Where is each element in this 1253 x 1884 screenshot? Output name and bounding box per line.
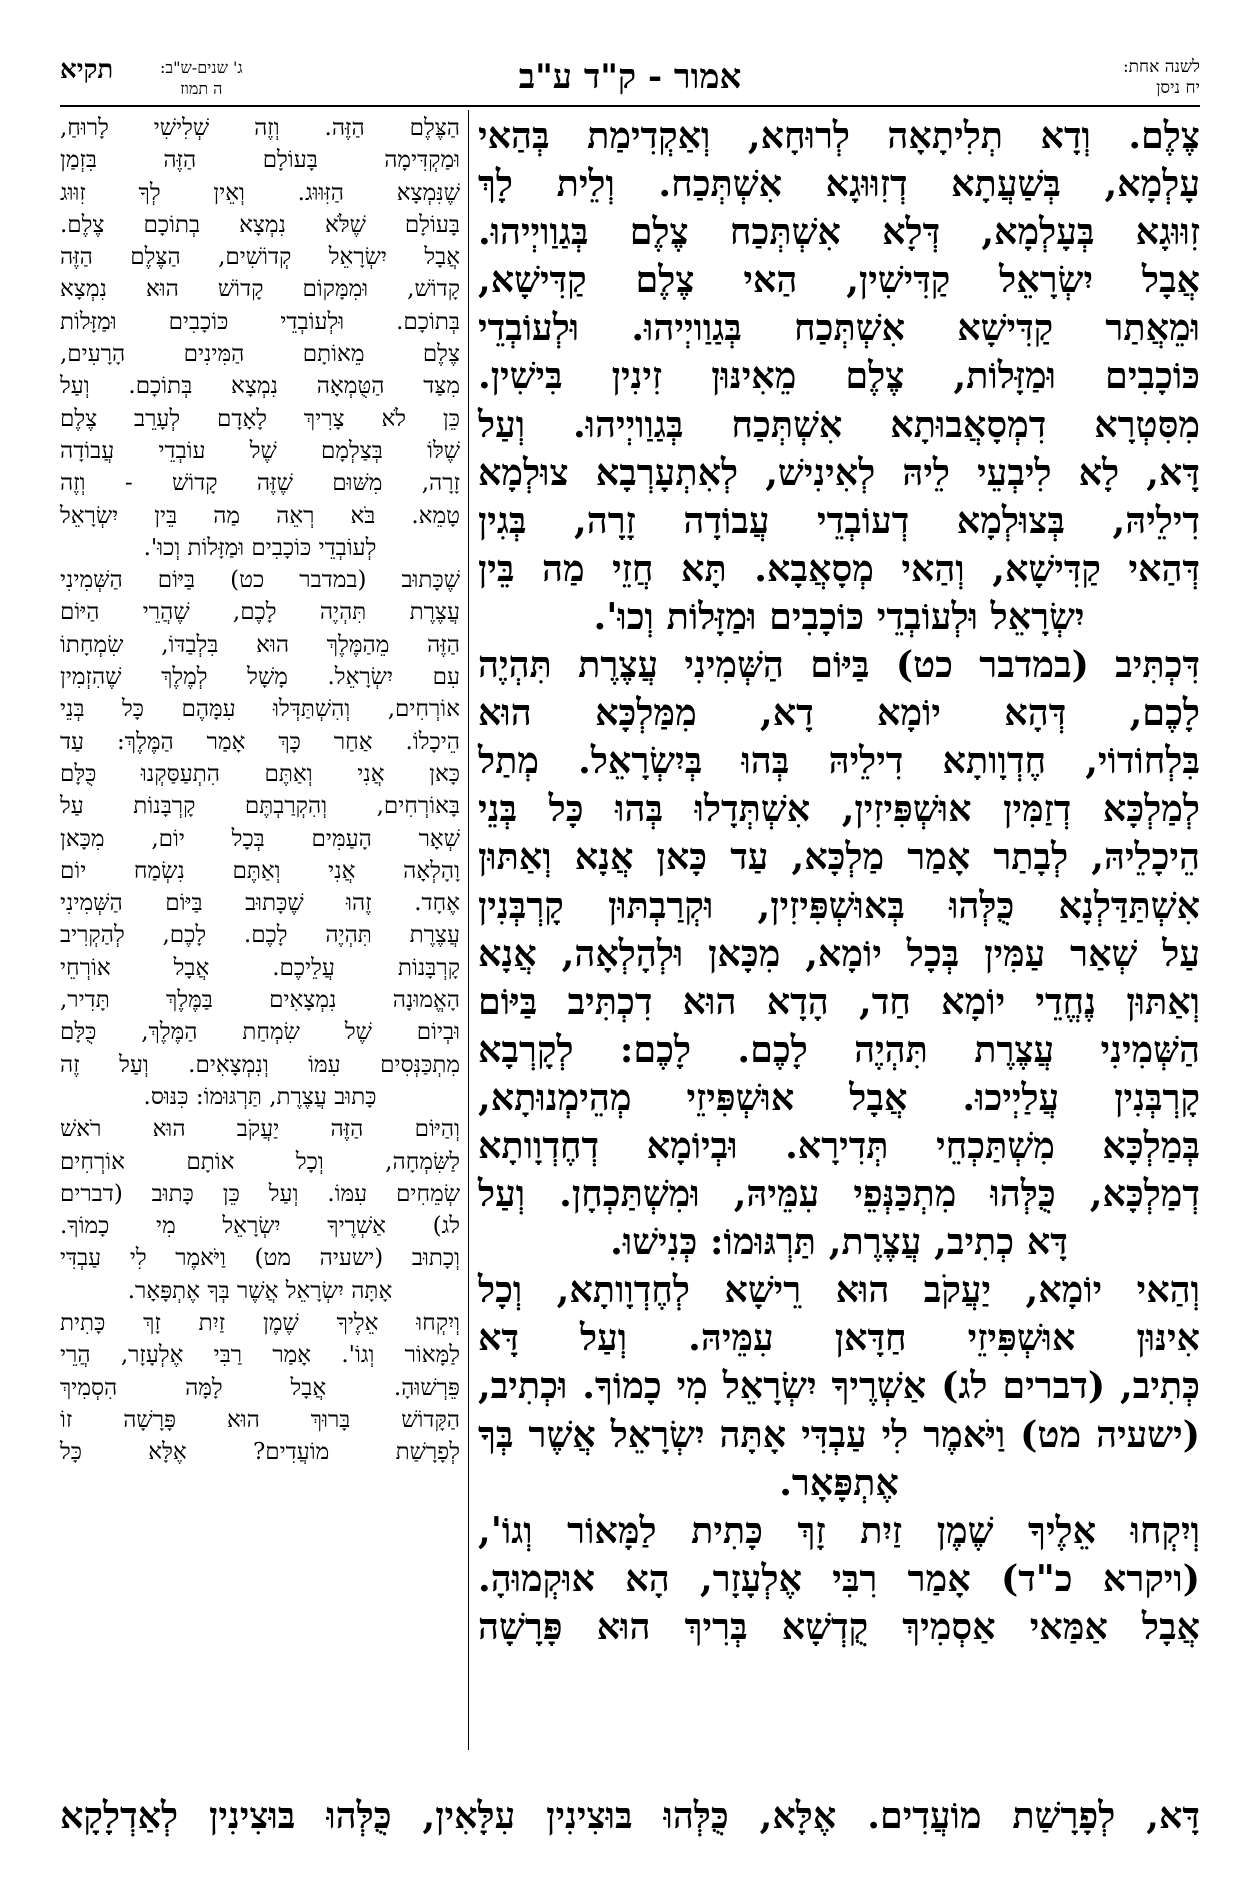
side-text-line: וְהַיּוֹם הַזֶּה יַעֲקֹב הוּא רֹאשׁ [60, 1116, 460, 1143]
main-text-line: אֶתְפָּאָר. [779, 1460, 899, 1504]
main-text-line: (ישעיה מט) וַיֹּאמֶר לִי עַבְדִּי אָתָּה יִשְׂרָאֵל אֲשֶׁר בְּךָ [478, 1412, 1200, 1456]
page-number: תקיא [60, 55, 114, 85]
main-text-line: אֲבָל אַמַּאי אַסְמִיךְ קֻדְשָׁא בְּרִיךְ הוּא פָּרָשָׁה [478, 1604, 1200, 1648]
side-text-line: הַזֶּה מֵהַמֶּלֶךְ הוּא בִּלְבַדּוֹ, שִׂמְחָתוֹ [60, 631, 460, 658]
side-text-line: שֶׁכָּתוּב (במדבר כט) בַּיּוֹם הַשְּׁמִינִי [60, 567, 460, 594]
side-text-line: כֵּן לֹא צָרִיךְ לָאָדָם לְעָרֵב צֶלֶם [60, 405, 460, 432]
main-text-line: וְיִקְחוּ אֵלֶיךָ שֶׁמֶן זַיִת זָךְ כָּתִית לַמָּאוֹר וְגוֹ', [478, 1508, 1200, 1552]
side-text-line: אוֹרְחִים, וְהִשְׁתַּדְּלוּ עִמָּהֶם כָּל בְּנֵי [60, 696, 460, 723]
side-text-line: טָמֵא. בֹּא רְאֵה מַה בֵּין יִשְׂרָאֵל [60, 502, 460, 529]
side-text-line: צֶלֶם מֵאוֹתָם הַמִּינִים הָרָעִים, [60, 341, 460, 368]
column-divider [468, 110, 469, 1750]
side-text-line: שֶׁלּוֹ בְּצַלְמָם שֶׁל עוֹבְדֵי עֲבוֹדָה [60, 437, 460, 464]
side-text-line: עֲצֶרֶת תִּהְיֶה לָכֶם. לָכֶם, לְהַקְרִיב [60, 922, 460, 949]
side-text-line: בָּאוֹרְחִים, וְהִקְרַבְתֶּם קָרְבָּנוֹת עַל [60, 793, 460, 820]
side-text-line: הַקָּדוֹשׁ בָּרוּךְ הוּא פָּרָשָׁה זוֹ [60, 1406, 460, 1433]
side-text-line: לַשִּׂמְחָה, וְכָל אוֹתָם אוֹרְחִים [60, 1148, 460, 1175]
main-text-line: דִילֵיהּ, בְּצוּלְמָא דְעוֹבְדֵי עֲבוֹדָה זָרָה, בְּגִין [478, 498, 1200, 542]
main-text-line: וְהַאי יוֹמָא, יַעֲקֹב הוּא רֵישָׁא לְחֶדְוָותָא, וְכָל [478, 1268, 1200, 1312]
main-text-line: עָלְמָא, בְּשַׁעֲתָא דְזִוּוּגָא אִשְׁתְּכַח. וְלֵית לָךְ [478, 162, 1200, 206]
side-text-line: עֲצֶרֶת תִּהְיֶה לָכֶם, שֶׁהֲרֵי הַיּוֹם [60, 599, 460, 626]
main-text-line: וְאַתּוּן נֶחֱדֵי יוֹמָא חַד, הָדָא הוּא דִכְתִּיב בַּיּוֹם [478, 979, 1200, 1023]
main-text-line: דְמַלְכָּא, כֻּלְּהוּ מִתְכַּנְּפֵי עִמֵּיהּ, וּמִשְׁתַּכְחָן. וְעַל [478, 1172, 1200, 1216]
main-text-line: אִינּוּן אוּשְׁפִּיזֵי חַדָּאן עִמֵּיהּ. וְעַל דָּא [478, 1316, 1200, 1360]
one-year-date: יח ניסן [1156, 78, 1200, 98]
main-text-line: כּוֹכָבִים וּמַזָּלוֹת, צֶלֶם מֵאִינּוּן זִינִין בִּישִׁין. [478, 354, 1200, 398]
side-text-line: מִתְכַּנְּסִים עִמּוֹ וְנִמְצָאִים. וְעַל זֶה [60, 1051, 460, 1078]
main-text-line: מִסִּטְרָא דִמְסָאֲבוּתָא אִשְׁתְּכַח בְּגַוַויְיהוּ. וְעַל [478, 402, 1200, 446]
side-text-line: בְּתוֹכָם. וּלְעוֹבְדֵי כּוֹכָבִים וּמַזָּלוֹת [60, 308, 460, 335]
one-year-schedule [1123, 57, 1200, 99]
page-title: אמור - ק"ד ע"ב [518, 57, 742, 97]
main-text-line: זִוּוּגָא בְּעָלְמָא, דְּלָא אִשְׁתְּכַח צֶלֶם בְּגַוַויְיהוּ. [478, 210, 1200, 254]
one-year-label: לשנה אחת: [1122, 57, 1200, 77]
main-text-line: דָּא כְתִיב, עֲצֶרֶת, תַּרְגּוּמוֹ: כְּנִישׁוּ. [610, 1220, 1068, 1264]
side-text-line: וְכָתוּב (ישעיה מט) וַיֹּאמֶר לִי עַבְדִּי [60, 1245, 460, 1272]
side-text-line: אֶחָד. זֶהוּ שֶׁכָּתוּב בַּיּוֹם הַשְּׁמִינִי [60, 890, 460, 917]
side-text-line: קָדוֹשׁ, וּמִמָּקוֹם קָדוֹשׁ הוּא נִמְצָא [60, 276, 460, 303]
side-text-line: שְׁאָר הָעַמִּים בְּכָל יוֹם, מִכָּאן [60, 825, 460, 852]
main-aramaic-column [478, 112, 1200, 1651]
side-text-line: לג) אַשְׁרֶיךָ יִשְׂרָאֵל מִי כָמוֹךָ. [60, 1213, 460, 1240]
side-text-line: הֵיכָלוֹ. אַחַר כָּךְ אָמַר הַמֶּלֶךְ: עַד [60, 728, 460, 755]
side-text-line: כָּתוּב עֲצֶרֶת, תַּרְגּוּמוֹ: כִּנּוּס. [143, 1083, 377, 1110]
main-text-line: דִּכְתִּיב (במדבר כט) בַּיּוֹם הַשְּׁמִינִי עֲצֶרֶת תִּהְיֶה [478, 643, 1200, 687]
main-text-line: הַשְּׁמִינִי עֲצֶרֶת תִּהְיֶה לָכֶם. לָכֶם: לְקָרְבָא [478, 1027, 1200, 1071]
main-text-line: לְמַלְכָּא דְזַמִּין אוּשְׁפִּיזִין, אִשְׁתְּדָלוּ בְּהוּ כָּל בְּנֵי [478, 787, 1200, 831]
side-text-line: לְעוֹבְדֵי כּוֹכָבִים וּמַזָּלוֹת וְכוּ'. [143, 534, 377, 561]
main-text-line: קָרְבְּנִין עֲלַיְיכוּ. אֲבָל אוּשְׁפִּיזֵי מְהֵימְנוּתָא, [478, 1075, 1200, 1119]
hebrew-translation-column [60, 112, 460, 1468]
header-divider [60, 105, 1200, 107]
main-text-line: דְּהַאי קַדִּישָׁא, וְהַאי מְסָאֲבָא. תָּא חֲזֵי מַה בֵּין [478, 546, 1200, 590]
main-text-line: אֲבָל יִשְׂרָאֵל קַדִּישִׁין, הַאי צֶלֶם קַדִּישָׁא, [478, 258, 1200, 302]
side-text-line: לְפָרָשַׁת מוֹעֲדִים? אֶלָּא כָּל [60, 1439, 460, 1466]
main-text-line: הֵיכָלֵיהּ, לְבָתַר אָמַר מַלְכָּא, עַד כָּאן אֲנָא וְאַתּוּן [478, 835, 1200, 879]
side-text-line: כָּאן אֲנִי וְאַתֶּם הִתְעַסַּקְנוּ כֻּלָּם [60, 760, 460, 787]
side-text-line: הַצֶּלֶם הַזֶּה. וְזֶה שְׁלִישִׁי לָרוּחַ, [60, 115, 460, 141]
main-text-line: (ויקרא כ"ד) אָמַר רִבִּי אֶלְעָזָר, הָא אוּקְמוּהָ. [478, 1556, 1200, 1600]
side-text-line: אֲבָל יִשְׂרָאֵל קְדוֹשִׁים, הַצֶּלֶם הַזֶּה [60, 244, 460, 271]
side-text-line: הָאֱמוּנָה נִמְצָאִים בַּמֶּלֶךְ תָּדִיר, [60, 987, 460, 1014]
side-text-line: שְׂמֵחִים עִמּוֹ. וְעַל כֵּן כָּתוּב (דברים [60, 1180, 460, 1207]
side-text-line: שֶׁנִּמְצָא הַזִּוּוּג. וְאֵין לְךָ זִוּוּג [60, 179, 460, 206]
side-text-line: וּבְיוֹם שֶׁל שִׂמְחַת הַמֶּלֶךְ, כֻּלָּם [60, 1019, 460, 1046]
main-text-line: לָכֶם, דְּהָא יוֹמָא דָא, מִמַּלְכָּא הוּא [478, 691, 1200, 735]
main-text-line: בְּמַלְכָּא מִשְׁתַּכְחֵי תְּדִירָא. וּבְיוֹמָא דְחֶדְוָותָא [478, 1123, 1200, 1167]
bottom-full-width-line: דָּא, לְפָרָשַׁת מוֹעֲדִים. אֶלָּא, כֻּלְּהוּ בּוּצִינִין עִלָּאִין, כֻּלְּהוּ בּוּצִינִין לְאַדְלָקָא [60, 1794, 1200, 1837]
main-text-line: דָּא, לָא לִיבְעֵי לֵיהּ לְאִינִישׁ, לְאִתְעָרְבָא צוּלְמָא [478, 450, 1200, 494]
side-text-line: וּמַקְדִּימָה בָּעוֹלָם הַזֶּה בִּזְמַן [60, 147, 460, 174]
side-text-line: פֵּרְשׁוּהָ. אֲבָל לָמָּה הִסְמִיךְ [60, 1374, 460, 1401]
main-text-line: בִּלְחוֹדוֹי, חֶדְוָותָא דִילֵיהּ בְּהוּ בְּיִשְׂרָאֵל. מְתַל [478, 739, 1200, 783]
side-text-line: וְיִקְחוּ אֵלֶיךָ שֶׁמֶן זַיִת זָךְ כָּתִית [60, 1309, 460, 1336]
side-text-line: מִצַּד הַטֻּמְאָה נִמְצָא בְּתוֹכָם. וְעַל [60, 373, 460, 400]
side-text-line: לַמָּאוֹר וְגוֹ'. אָמַר רַבִּי אֶלְעָזָר, הֲרֵי [60, 1342, 460, 1369]
side-text-line: זָרָה, מִשּׁוּם שֶׁזֶּה קָדוֹשׁ - וְזֶה [60, 470, 460, 497]
three-years-date: ה תמוז [180, 79, 223, 98]
main-text-line: וּמֵאֲתַר קַדִּישָׁא אִשְׁתְּכַח בְּגַוַויְיהוּ. וּלְעוֹבְדֵי [478, 306, 1200, 350]
side-text-line: וָהָלְאָה אֲנִי וְאַתֶּם נִשְׂמַח יוֹם [60, 857, 460, 884]
main-text-line: עַל שְׁאַר עַמִּין בְּכָל יוֹמָא, מִכָּאן וּלְהָלְאָה, אֲנָא [478, 931, 1200, 975]
side-text-line: קָרְבָּנוֹת עֲלֵיכֶם. אֲבָל אוֹרְחֵי [60, 954, 460, 981]
side-text-line: אָתָּה יִשְׂרָאֵל אֲשֶׁר בְּךָ אֶתְפָּאָר. [127, 1277, 393, 1304]
side-text-line: בָּעוֹלָם שֶׁלֹּא נִמְצָא בְתוֹכָם צֶלֶם. [60, 211, 460, 238]
main-text-line: כְּתִיב, (דברים לג) אַשְׁרֶיךָ יִשְׂרָאֵל מִי כָמוֹךָ. וּכְתִיב, [478, 1364, 1200, 1408]
main-text-line: צֶלֶם. וְדָא תְלִיתָאָה לְרוּחָא, וְאַקְדִימַת בְּהַאי [478, 114, 1200, 157]
three-years-label: ג' שנים-ש"ב: [160, 58, 243, 77]
main-text-line: יִשְׂרָאֵל וּלְעוֹבְדֵי כּוֹכָבִים וּמַזָּלוֹת וְכוּ'. [593, 594, 1085, 638]
side-text-line: עִם יִשְׂרָאֵל. מָשָׁל לְמֶלֶךְ שֶׁהִזְמִין [60, 664, 460, 691]
main-text-line: אִשְׁתַּדַּלְנָא כֻּלְּהוּ בְּאוּשְׁפִּיזִין, וּקְרַבְתּוּן קָרְבְּנִין [478, 883, 1200, 927]
